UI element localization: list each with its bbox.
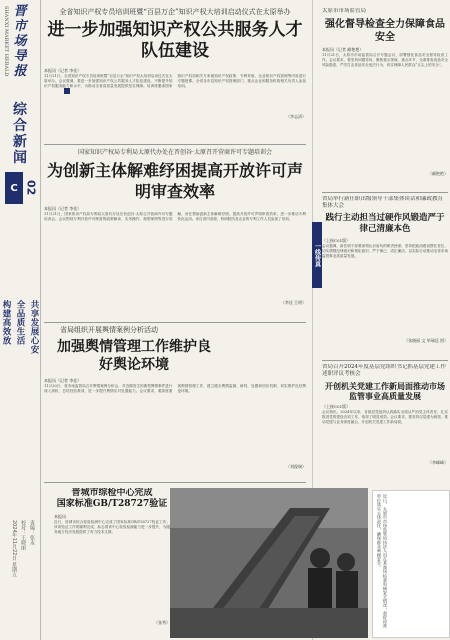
article-jincheng-standard [54, 488, 170, 638]
news-photo [170, 488, 368, 638]
article-headline: 进一步加强知识产权公共服务人才队伍建设 [47, 20, 303, 61]
article-ip-training [44, 8, 306, 140]
article-byline: 本报讯（记者 李佳） [44, 68, 82, 73]
section-number: 02 [24, 180, 38, 196]
article-byline: （上接C01版） [322, 404, 351, 409]
divider [44, 482, 306, 483]
article-public-opinion [44, 326, 306, 478]
article-byline: 本报讯（记者 李佳） [44, 206, 82, 211]
photo-caption-box [372, 490, 450, 638]
masthead-side-text: SHANXI MARKET HERALD [3, 6, 9, 77]
article-pretitle: 省局组织开展舆情案例分析活动 [60, 326, 158, 334]
article-body: 11月20日，省市场监管局召开舆情案例分析会，对近期发生的典型舆情事件进行深入剖析，总结经验教训，进一步提升舆情应对处置能力。会议要求，要高度重视舆情管理工作，建立健全舆情监测、研判、处置和回应机制，切实维护良好舆论环境。 [44, 384, 306, 394]
photo-illustration [170, 488, 368, 638]
masthead-char: 报 [13, 64, 27, 79]
divider [44, 144, 306, 145]
masthead-char: 场 [13, 34, 27, 49]
article-headline: 强化督导检查全力保障食品安全 [325, 19, 445, 43]
article-body: 11月21日，国家知识产权局专利局太原代办处在晋创谷·太原召开营商许可专题培训会。会议围绕专利开放许可制度的政策解读、实务操作、典型案例等进行讲解，旨在帮助创新主体解难纾困，提高开放许可声明审查效率，进一步推动专利转化运用。来自省内高校、科研院所及企业的专利工作人员参加了培训。 [44, 212, 306, 222]
slogan-line: 构建高效放 [1, 300, 11, 345]
masthead-char: 市 [13, 19, 27, 34]
slogan [1, 300, 39, 450]
article-byline: 本报讯 [54, 514, 66, 519]
article-pretitle: 全省知识产权专员培训班暨“百县万企”知识产权大培训启动仪式在太原举办 [59, 8, 291, 16]
article-author: （李志清） [286, 114, 306, 119]
footer-date: 2024年11月22日 星期五 [11, 520, 17, 578]
article-food-safety [322, 8, 448, 188]
divider [322, 360, 448, 361]
section-name [4, 102, 36, 170]
article-body: 11月21日，太原市市场监管局召开专题会议，部署强化食品安全督导检查工作。会议要求，要坚持问题导向，聚焦重点领域、重点环节，全面排查食品安全风险隐患，严厉打击食品安全违法行为，切实保障人民群众“舌尖上的安全”。 [322, 53, 448, 68]
divider [44, 322, 306, 323]
article-headline: 开创机关党建工作新局面推动市场监管事业高质量发展 [325, 381, 445, 401]
masthead-char: 晋 [13, 4, 27, 19]
section-char: 闻 [13, 150, 27, 166]
article-author: （刘俊瑞） [286, 464, 306, 469]
decor-bar [64, 88, 70, 94]
article-author: （张晓丽 文 毕瑞廷 图） [404, 338, 448, 343]
article-body: 会议指出，2024年以来，各基层党组织认真落实全面从严治党主体责任，扎实推进党的建设各项工作，取得了明显成效。会议要求，要坚持以党建为统领，推动党建与业务深度融合，开创机关党建工作新局面。 [322, 410, 448, 425]
article-integrity-talk [322, 196, 448, 356]
article-headline: 践行主动担当过硬作风锻造严于律己清廉本色 [325, 213, 445, 234]
article-body: 会议强调，新任职干部要深刻认识肩负的职责使命，坚持把政治建设摆在首位，切实增强纪律意识和规矩意识，严于律己、清正廉洁，以实际行动推动全省市场监管事业高质量发展。 [322, 244, 448, 259]
article-body: 近日，晋城市综合检验检测中心完成了国家标准GB/T28727验证工作。该项验证工作的顺利完成，标志着该中心检验检测能力进一步提升，为服务地方经济发展提供了有力技术支撑。 [54, 520, 170, 535]
footer-proofreader: 校对：王晓丽 [20, 520, 26, 550]
article-author: （张秀） [154, 620, 170, 625]
footer-editor: 责编：张永 [29, 520, 35, 545]
slogan-line: 全品质生活 [15, 300, 25, 345]
section-letter-badge: C [5, 172, 23, 204]
article-party-building [322, 364, 448, 484]
article-headline: 为创新主体解难纾困提高开放许可声明审查效率 [46, 161, 303, 201]
slogan-line: 共享发展心安 [29, 300, 39, 354]
article-pretitle: 省局举行新任职出级领导干部集体谈话和廉政教育集体大会 [322, 196, 444, 209]
article-pretitle: 晋城市综检中心完成 [71, 488, 153, 498]
article-author: （李佳 王明） [280, 300, 306, 305]
article-byline: 本报讯（记者 颜艳艳） [322, 47, 364, 52]
article-byline: （上接C01版） [322, 238, 351, 243]
footer-info [6, 520, 36, 634]
article-author: （李峰峰） [428, 460, 448, 465]
article-headline: 国家标准GB/T28727验证 [56, 499, 168, 509]
article-patent-license [44, 148, 306, 318]
article-pretitle: 省局召开2024年度基层党组织书记抓基层党建工作述职评议考核会 [322, 364, 446, 377]
article-pretitle: 国家知识产权局专利局太原代办处在晋创谷·太原召开营商许可专题培训会 [78, 149, 272, 156]
section-char: 合 [13, 118, 27, 134]
section-char: 新 [13, 134, 27, 150]
section-tab-frontline: 一线传真 [312, 222, 322, 288]
article-body: 11月21日，全省知识产权专员培训班暨“百县万企”知识产权大培训启动仪式在太原举办。会议强调，要进一步加强知识产权公共服务人才队伍建设，不断提升知识产权服务能力和水平，为推动全省高质量发展提供坚实保障。培训班邀请国家知识产权局相关专家就知识产权政策、专利导航、企业知识产权管理等内容进行专题授课。全省各市县知识产权管理部门、重点企业和服务机构相关负责人参加培训。 [44, 74, 306, 89]
article-headline: 加强舆情管理工作维护良好舆论环境 [57, 339, 211, 373]
section-char: 综 [13, 102, 27, 118]
masthead [3, 4, 37, 94]
masthead-char: 导 [13, 49, 27, 64]
article-byline: 本报讯（记者 李佳） [44, 378, 82, 383]
article-pretitle: 太原市市场监管局 [322, 8, 367, 14]
article-author: （颜艳艳） [428, 171, 448, 176]
photo-caption: 近日，太原市市场监管局执法人员在某商场检查电梯安全情况，督促经营单位落实主体责任，确保群众乘梯安全。 [377, 494, 388, 629]
divider [322, 192, 448, 193]
left-sidebar [0, 0, 41, 640]
